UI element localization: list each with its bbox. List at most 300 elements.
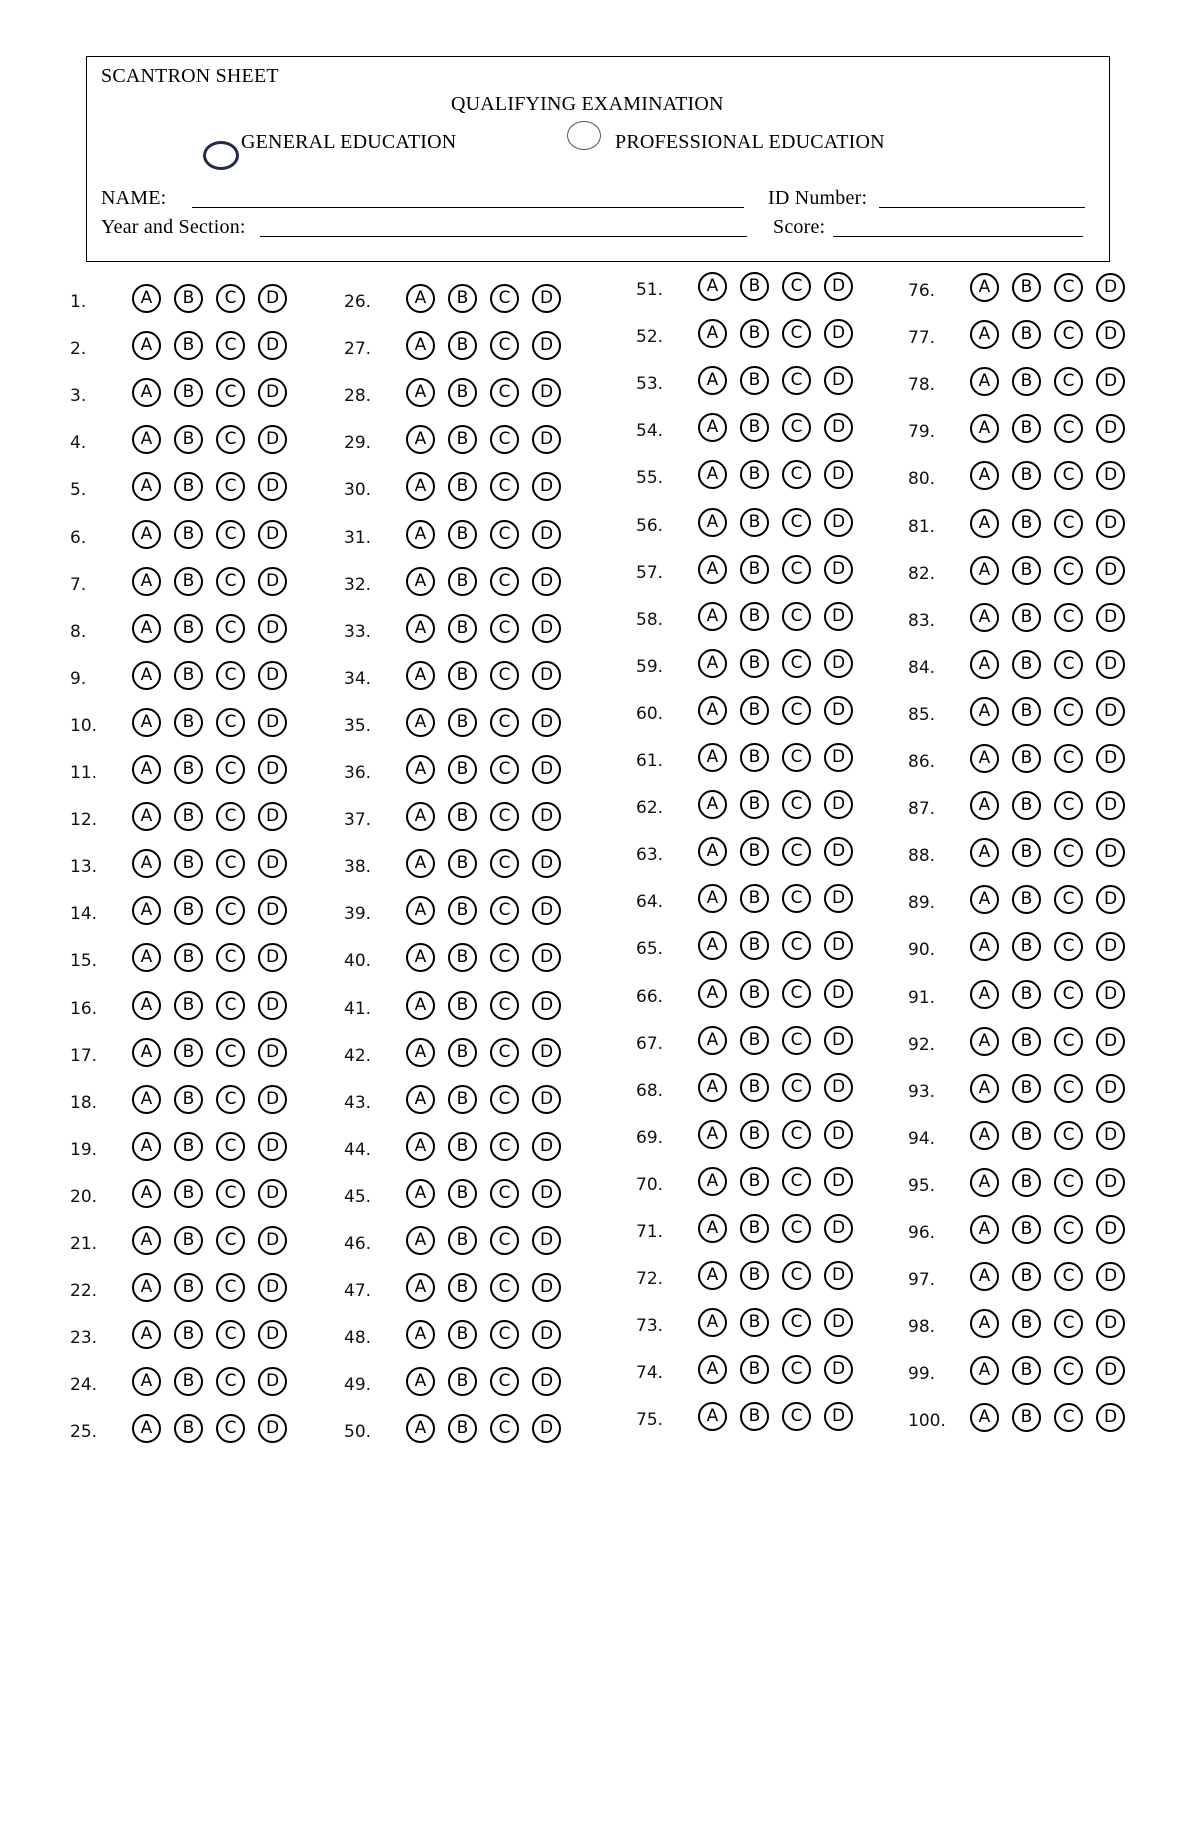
answer-bubble-a[interactable]: A (406, 472, 435, 501)
answer-bubble-a[interactable]: A (132, 331, 161, 360)
answer-bubble-c[interactable]: C (782, 1355, 811, 1384)
name-field[interactable] (192, 207, 744, 208)
answer-bubble-a[interactable]: A (132, 1320, 161, 1349)
answer-bubble-d[interactable]: D (532, 991, 561, 1020)
answer-bubble-c[interactable]: C (1054, 273, 1083, 302)
answer-bubble-a[interactable]: A (698, 319, 727, 348)
answer-bubble-a[interactable]: A (698, 413, 727, 442)
answer-bubble-a[interactable]: A (406, 1038, 435, 1067)
answer-bubble-d[interactable]: D (1096, 1027, 1125, 1056)
answer-bubble-a[interactable]: A (970, 980, 999, 1009)
answer-bubble-d[interactable]: D (532, 567, 561, 596)
answer-bubble-d[interactable]: D (532, 378, 561, 407)
answer-bubble-a[interactable]: A (132, 1273, 161, 1302)
answer-bubble-b[interactable]: B (1012, 1309, 1041, 1338)
answer-bubble-a[interactable]: A (132, 284, 161, 313)
answer-bubble-c[interactable]: C (782, 1214, 811, 1243)
answer-bubble-a[interactable]: A (698, 1402, 727, 1431)
answer-bubble-a[interactable]: A (698, 696, 727, 725)
answer-bubble-d[interactable]: D (258, 1367, 287, 1396)
answer-bubble-c[interactable]: C (216, 943, 245, 972)
answer-bubble-c[interactable]: C (216, 1132, 245, 1161)
answer-bubble-d[interactable]: D (258, 661, 287, 690)
answer-bubble-c[interactable]: C (216, 567, 245, 596)
answer-bubble-d[interactable]: D (824, 979, 853, 1008)
answer-bubble-a[interactable]: A (698, 1308, 727, 1337)
answer-bubble-c[interactable]: C (1054, 556, 1083, 585)
answer-bubble-a[interactable]: A (132, 378, 161, 407)
answer-bubble-b[interactable]: B (174, 1273, 203, 1302)
answer-bubble-a[interactable]: A (970, 697, 999, 726)
answer-bubble-b[interactable]: B (1012, 556, 1041, 585)
answer-bubble-b[interactable]: B (1012, 980, 1041, 1009)
answer-bubble-b[interactable]: B (174, 284, 203, 313)
id-number-field[interactable] (879, 207, 1085, 208)
answer-bubble-d[interactable]: D (824, 931, 853, 960)
answer-bubble-a[interactable]: A (970, 320, 999, 349)
answer-bubble-a[interactable]: A (406, 849, 435, 878)
answer-bubble-c[interactable]: C (1054, 320, 1083, 349)
answer-bubble-c[interactable]: C (1054, 461, 1083, 490)
answer-bubble-a[interactable]: A (970, 1121, 999, 1150)
answer-bubble-a[interactable]: A (698, 602, 727, 631)
answer-bubble-d[interactable]: D (258, 331, 287, 360)
answer-bubble-d[interactable]: D (532, 755, 561, 784)
answer-bubble-d[interactable]: D (258, 1226, 287, 1255)
answer-bubble-c[interactable]: C (1054, 1121, 1083, 1150)
answer-bubble-d[interactable]: D (824, 743, 853, 772)
answer-bubble-b[interactable]: B (174, 1179, 203, 1208)
answer-bubble-d[interactable]: D (1096, 1121, 1125, 1150)
answer-bubble-d[interactable]: D (532, 708, 561, 737)
answer-bubble-b[interactable]: B (1012, 1356, 1041, 1385)
answer-bubble-b[interactable]: B (448, 1038, 477, 1067)
answer-bubble-d[interactable]: D (258, 755, 287, 784)
answer-bubble-c[interactable]: C (1054, 791, 1083, 820)
answer-bubble-a[interactable]: A (698, 1073, 727, 1102)
answer-bubble-a[interactable]: A (698, 1355, 727, 1384)
answer-bubble-b[interactable]: B (174, 943, 203, 972)
answer-bubble-c[interactable]: C (1054, 932, 1083, 961)
answer-bubble-b[interactable]: B (1012, 1403, 1041, 1432)
answer-bubble-d[interactable]: D (1096, 980, 1125, 1009)
answer-bubble-b[interactable]: B (740, 1355, 769, 1384)
answer-bubble-b[interactable]: B (740, 743, 769, 772)
answer-bubble-d[interactable]: D (258, 1179, 287, 1208)
answer-bubble-a[interactable]: A (970, 1262, 999, 1291)
answer-bubble-a[interactable]: A (406, 1414, 435, 1443)
answer-bubble-a[interactable]: A (132, 802, 161, 831)
answer-bubble-a[interactable]: A (698, 508, 727, 537)
answer-bubble-b[interactable]: B (448, 708, 477, 737)
answer-bubble-b[interactable]: B (448, 849, 477, 878)
answer-bubble-d[interactable]: D (258, 802, 287, 831)
answer-bubble-d[interactable]: D (532, 1273, 561, 1302)
answer-bubble-d[interactable]: D (532, 1179, 561, 1208)
answer-bubble-a[interactable]: A (132, 1038, 161, 1067)
answer-bubble-b[interactable]: B (448, 661, 477, 690)
answer-bubble-c[interactable]: C (490, 755, 519, 784)
answer-bubble-a[interactable]: A (406, 755, 435, 784)
answer-bubble-c[interactable]: C (216, 802, 245, 831)
answer-bubble-c[interactable]: C (490, 425, 519, 454)
answer-bubble-d[interactable]: D (532, 1320, 561, 1349)
answer-bubble-a[interactable]: A (406, 991, 435, 1020)
answer-bubble-d[interactable]: D (532, 1226, 561, 1255)
answer-bubble-a[interactable]: A (406, 896, 435, 925)
answer-bubble-d[interactable]: D (1096, 556, 1125, 585)
answer-bubble-a[interactable]: A (406, 802, 435, 831)
answer-bubble-d[interactable]: D (1096, 603, 1125, 632)
answer-bubble-a[interactable]: A (406, 284, 435, 313)
answer-bubble-c[interactable]: C (1054, 744, 1083, 773)
answer-bubble-c[interactable]: C (490, 567, 519, 596)
answer-bubble-b[interactable]: B (174, 991, 203, 1020)
answer-bubble-d[interactable]: D (258, 849, 287, 878)
answer-bubble-d[interactable]: D (824, 1120, 853, 1149)
answer-bubble-d[interactable]: D (532, 284, 561, 313)
answer-bubble-a[interactable]: A (406, 331, 435, 360)
answer-bubble-d[interactable]: D (824, 319, 853, 348)
answer-bubble-a[interactable]: A (406, 1320, 435, 1349)
answer-bubble-d[interactable]: D (258, 1132, 287, 1161)
answer-bubble-c[interactable]: C (490, 896, 519, 925)
answer-bubble-d[interactable]: D (258, 378, 287, 407)
answer-bubble-d[interactable]: D (824, 790, 853, 819)
answer-bubble-c[interactable]: C (490, 331, 519, 360)
answer-bubble-c[interactable]: C (490, 943, 519, 972)
answer-bubble-a[interactable]: A (970, 1074, 999, 1103)
answer-bubble-b[interactable]: B (1012, 1027, 1041, 1056)
answer-bubble-b[interactable]: B (174, 1367, 203, 1396)
answer-bubble-c[interactable]: C (216, 1414, 245, 1443)
answer-bubble-b[interactable]: B (1012, 1121, 1041, 1150)
answer-bubble-d[interactable]: D (1096, 885, 1125, 914)
answer-bubble-b[interactable]: B (448, 1273, 477, 1302)
answer-bubble-a[interactable]: A (698, 884, 727, 913)
answer-bubble-b[interactable]: B (174, 1226, 203, 1255)
answer-bubble-b[interactable]: B (174, 1038, 203, 1067)
answer-bubble-b[interactable]: B (740, 979, 769, 1008)
answer-bubble-b[interactable]: B (448, 1367, 477, 1396)
answer-bubble-a[interactable]: A (132, 472, 161, 501)
answer-bubble-a[interactable]: A (406, 1273, 435, 1302)
answer-bubble-c[interactable]: C (782, 602, 811, 631)
answer-bubble-c[interactable]: C (216, 896, 245, 925)
answer-bubble-c[interactable]: C (782, 508, 811, 537)
answer-bubble-c[interactable]: C (782, 931, 811, 960)
answer-bubble-d[interactable]: D (824, 649, 853, 678)
answer-bubble-c[interactable]: C (216, 425, 245, 454)
answer-bubble-d[interactable]: D (258, 896, 287, 925)
answer-bubble-b[interactable]: B (740, 272, 769, 301)
answer-bubble-b[interactable]: B (740, 602, 769, 631)
answer-bubble-d[interactable]: D (532, 802, 561, 831)
answer-bubble-d[interactable]: D (258, 1320, 287, 1349)
answer-bubble-a[interactable]: A (970, 461, 999, 490)
answer-bubble-d[interactable]: D (532, 520, 561, 549)
answer-bubble-b[interactable]: B (174, 1085, 203, 1114)
answer-bubble-b[interactable]: B (448, 943, 477, 972)
answer-bubble-b[interactable]: B (448, 614, 477, 643)
answer-bubble-b[interactable]: B (740, 1214, 769, 1243)
answer-bubble-a[interactable]: A (406, 661, 435, 690)
answer-bubble-b[interactable]: B (740, 884, 769, 913)
answer-bubble-d[interactable]: D (1096, 1309, 1125, 1338)
answer-bubble-d[interactable]: D (258, 425, 287, 454)
answer-bubble-c[interactable]: C (490, 1226, 519, 1255)
answer-bubble-c[interactable]: C (490, 991, 519, 1020)
answer-bubble-a[interactable]: A (406, 567, 435, 596)
answer-bubble-b[interactable]: B (1012, 1074, 1041, 1103)
answer-bubble-c[interactable]: C (216, 1038, 245, 1067)
answer-bubble-c[interactable]: C (1054, 650, 1083, 679)
answer-bubble-a[interactable]: A (406, 1132, 435, 1161)
answer-bubble-c[interactable]: C (1054, 1309, 1083, 1338)
answer-bubble-d[interactable]: D (258, 472, 287, 501)
answer-bubble-d[interactable]: D (258, 520, 287, 549)
answer-bubble-a[interactable]: A (406, 1179, 435, 1208)
answer-bubble-c[interactable]: C (782, 884, 811, 913)
answer-bubble-c[interactable]: C (216, 849, 245, 878)
answer-bubble-c[interactable]: C (216, 1179, 245, 1208)
answer-bubble-b[interactable]: B (1012, 791, 1041, 820)
answer-bubble-b[interactable]: B (448, 425, 477, 454)
answer-bubble-d[interactable]: D (532, 1414, 561, 1443)
answer-bubble-b[interactable]: B (174, 896, 203, 925)
answer-bubble-c[interactable]: C (216, 284, 245, 313)
answer-bubble-c[interactable]: C (490, 1273, 519, 1302)
answer-bubble-b[interactable]: B (1012, 367, 1041, 396)
answer-bubble-b[interactable]: B (740, 366, 769, 395)
answer-bubble-b[interactable]: B (1012, 1215, 1041, 1244)
answer-bubble-c[interactable]: C (782, 1120, 811, 1149)
answer-bubble-d[interactable]: D (258, 1085, 287, 1114)
answer-bubble-c[interactable]: C (216, 472, 245, 501)
answer-bubble-a[interactable]: A (970, 1356, 999, 1385)
answer-bubble-b[interactable]: B (448, 1085, 477, 1114)
answer-bubble-b[interactable]: B (448, 802, 477, 831)
answer-bubble-a[interactable]: A (132, 1132, 161, 1161)
answer-bubble-c[interactable]: C (216, 755, 245, 784)
answer-bubble-b[interactable]: B (740, 931, 769, 960)
answer-bubble-c[interactable]: C (1054, 1074, 1083, 1103)
answer-bubble-d[interactable]: D (824, 1167, 853, 1196)
answer-bubble-b[interactable]: B (448, 1414, 477, 1443)
score-field[interactable] (833, 236, 1083, 237)
answer-bubble-a[interactable]: A (698, 366, 727, 395)
answer-bubble-a[interactable]: A (132, 896, 161, 925)
answer-bubble-a[interactable]: A (132, 614, 161, 643)
answer-bubble-a[interactable]: A (970, 1168, 999, 1197)
answer-bubble-a[interactable]: A (132, 1226, 161, 1255)
answer-bubble-b[interactable]: B (448, 284, 477, 313)
answer-bubble-c[interactable]: C (216, 1367, 245, 1396)
answer-bubble-b[interactable]: B (1012, 650, 1041, 679)
answer-bubble-d[interactable]: D (1096, 1403, 1125, 1432)
answer-bubble-b[interactable]: B (1012, 932, 1041, 961)
answer-bubble-d[interactable]: D (824, 555, 853, 584)
answer-bubble-d[interactable]: D (532, 472, 561, 501)
answer-bubble-a[interactable]: A (406, 1085, 435, 1114)
answer-bubble-c[interactable]: C (782, 1026, 811, 1055)
answer-bubble-c[interactable]: C (216, 708, 245, 737)
answer-bubble-d[interactable]: D (1096, 1215, 1125, 1244)
answer-bubble-d[interactable]: D (1096, 1074, 1125, 1103)
answer-bubble-a[interactable]: A (970, 509, 999, 538)
answer-bubble-a[interactable]: A (698, 272, 727, 301)
answer-bubble-b[interactable]: B (448, 1320, 477, 1349)
answer-bubble-c[interactable]: C (1054, 1356, 1083, 1385)
answer-bubble-b[interactable]: B (174, 802, 203, 831)
answer-bubble-c[interactable]: C (490, 1414, 519, 1443)
answer-bubble-b[interactable]: B (740, 649, 769, 678)
answer-bubble-a[interactable]: A (970, 791, 999, 820)
answer-bubble-b[interactable]: B (174, 520, 203, 549)
answer-bubble-a[interactable]: A (132, 1414, 161, 1443)
answer-bubble-c[interactable]: C (1054, 509, 1083, 538)
answer-bubble-b[interactable]: B (740, 413, 769, 442)
answer-bubble-c[interactable]: C (1054, 1168, 1083, 1197)
answer-bubble-b[interactable]: B (174, 425, 203, 454)
answer-bubble-a[interactable]: A (406, 425, 435, 454)
answer-bubble-b[interactable]: B (448, 567, 477, 596)
answer-bubble-c[interactable]: C (782, 696, 811, 725)
answer-bubble-c[interactable]: C (490, 1179, 519, 1208)
answer-bubble-a[interactable]: A (132, 708, 161, 737)
answer-bubble-c[interactable]: C (490, 1367, 519, 1396)
answer-bubble-d[interactable]: D (1096, 273, 1125, 302)
answer-bubble-b[interactable]: B (174, 567, 203, 596)
answer-bubble-a[interactable]: A (132, 1085, 161, 1114)
answer-bubble-c[interactable]: C (490, 1132, 519, 1161)
answer-bubble-c[interactable]: C (490, 520, 519, 549)
answer-bubble-c[interactable]: C (490, 802, 519, 831)
answer-bubble-b[interactable]: B (448, 378, 477, 407)
answer-bubble-d[interactable]: D (1096, 791, 1125, 820)
answer-bubble-c[interactable]: C (782, 743, 811, 772)
answer-bubble-a[interactable]: A (132, 567, 161, 596)
answer-bubble-d[interactable]: D (532, 943, 561, 972)
answer-bubble-c[interactable]: C (490, 284, 519, 313)
answer-bubble-c[interactable]: C (216, 520, 245, 549)
answer-bubble-a[interactable]: A (970, 932, 999, 961)
answer-bubble-c[interactable]: C (782, 272, 811, 301)
answer-bubble-d[interactable]: D (1096, 1168, 1125, 1197)
answer-bubble-a[interactable]: A (698, 979, 727, 1008)
answer-bubble-b[interactable]: B (174, 614, 203, 643)
answer-bubble-a[interactable]: A (698, 649, 727, 678)
answer-bubble-d[interactable]: D (1096, 697, 1125, 726)
answer-bubble-a[interactable]: A (406, 708, 435, 737)
answer-bubble-b[interactable]: B (1012, 697, 1041, 726)
answer-bubble-d[interactable]: D (258, 943, 287, 972)
answer-bubble-c[interactable]: C (782, 649, 811, 678)
answer-bubble-a[interactable]: A (132, 943, 161, 972)
answer-bubble-a[interactable]: A (698, 555, 727, 584)
answer-bubble-d[interactable]: D (532, 425, 561, 454)
answer-bubble-b[interactable]: B (740, 837, 769, 866)
answer-bubble-c[interactable]: C (490, 1085, 519, 1114)
answer-bubble-d[interactable]: D (824, 1355, 853, 1384)
answer-bubble-b[interactable]: B (740, 1402, 769, 1431)
answer-bubble-a[interactable]: A (406, 943, 435, 972)
answer-bubble-a[interactable]: A (698, 1214, 727, 1243)
answer-bubble-d[interactable]: D (532, 614, 561, 643)
answer-bubble-b[interactable]: B (740, 460, 769, 489)
answer-bubble-d[interactable]: D (1096, 320, 1125, 349)
answer-bubble-b[interactable]: B (448, 991, 477, 1020)
answer-bubble-d[interactable]: D (824, 366, 853, 395)
answer-bubble-a[interactable]: A (698, 1167, 727, 1196)
answer-bubble-c[interactable]: C (782, 1308, 811, 1337)
answer-bubble-c[interactable]: C (1054, 1403, 1083, 1432)
answer-bubble-d[interactable]: D (1096, 414, 1125, 443)
answer-bubble-b[interactable]: B (740, 696, 769, 725)
answer-bubble-a[interactable]: A (406, 614, 435, 643)
answer-bubble-b[interactable]: B (740, 1120, 769, 1149)
answer-bubble-d[interactable]: D (824, 413, 853, 442)
answer-bubble-c[interactable]: C (216, 614, 245, 643)
answer-bubble-a[interactable]: A (970, 367, 999, 396)
answer-bubble-b[interactable]: B (174, 1414, 203, 1443)
answer-bubble-a[interactable]: A (132, 991, 161, 1020)
answer-bubble-a[interactable]: A (698, 460, 727, 489)
answer-bubble-d[interactable]: D (824, 884, 853, 913)
answer-bubble-c[interactable]: C (216, 991, 245, 1020)
answer-bubble-d[interactable]: D (532, 849, 561, 878)
answer-bubble-a[interactable]: A (132, 520, 161, 549)
answer-bubble-b[interactable]: B (174, 331, 203, 360)
answer-bubble-b[interactable]: B (740, 1261, 769, 1290)
answer-bubble-b[interactable]: B (740, 1167, 769, 1196)
answer-bubble-d[interactable]: D (824, 1308, 853, 1337)
answer-bubble-c[interactable]: C (490, 1038, 519, 1067)
answer-bubble-d[interactable]: D (258, 991, 287, 1020)
answer-bubble-b[interactable]: B (740, 1308, 769, 1337)
answer-bubble-d[interactable]: D (532, 896, 561, 925)
answer-bubble-c[interactable]: C (490, 708, 519, 737)
answer-bubble-b[interactable]: B (1012, 461, 1041, 490)
answer-bubble-a[interactable]: A (132, 1367, 161, 1396)
answer-bubble-b[interactable]: B (448, 896, 477, 925)
answer-bubble-c[interactable]: C (782, 319, 811, 348)
answer-bubble-a[interactable]: A (698, 1120, 727, 1149)
answer-bubble-b[interactable]: B (448, 520, 477, 549)
answer-bubble-c[interactable]: C (1054, 980, 1083, 1009)
answer-bubble-a[interactable]: A (970, 603, 999, 632)
answer-bubble-b[interactable]: B (1012, 273, 1041, 302)
answer-bubble-d[interactable]: D (1096, 744, 1125, 773)
answer-bubble-b[interactable]: B (448, 755, 477, 784)
answer-bubble-c[interactable]: C (490, 849, 519, 878)
answer-bubble-a[interactable]: A (698, 1261, 727, 1290)
answer-bubble-c[interactable]: C (1054, 367, 1083, 396)
answer-bubble-c[interactable]: C (1054, 885, 1083, 914)
answer-bubble-b[interactable]: B (448, 331, 477, 360)
answer-bubble-a[interactable]: A (132, 849, 161, 878)
answer-bubble-d[interactable]: D (1096, 650, 1125, 679)
answer-bubble-a[interactable]: A (698, 837, 727, 866)
answer-bubble-a[interactable]: A (406, 1226, 435, 1255)
answer-bubble-a[interactable]: A (970, 744, 999, 773)
answer-bubble-b[interactable]: B (174, 472, 203, 501)
answer-bubble-a[interactable]: A (970, 1309, 999, 1338)
answer-bubble-a[interactable]: A (698, 790, 727, 819)
answer-bubble-c[interactable]: C (1054, 1215, 1083, 1244)
answer-bubble-b[interactable]: B (174, 1132, 203, 1161)
answer-bubble-d[interactable]: D (1096, 932, 1125, 961)
